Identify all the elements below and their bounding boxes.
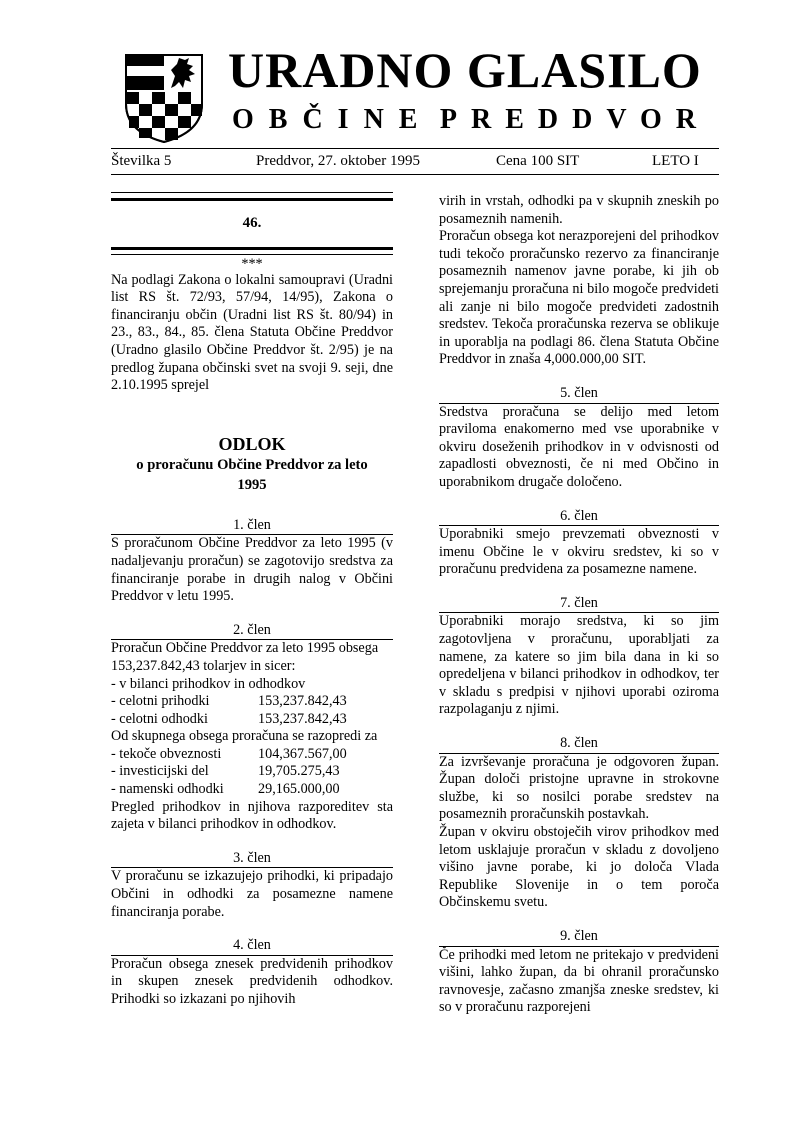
budget-row-value: 29,165.000,00 xyxy=(258,781,340,798)
article-9-text: Če prihodki med letom ne pritekajo v predvideni višini, lahko župan, da bi ohranil proračunsko ravnovesje, začasno zmanjša zneske sredstev, ki so v proračunu razporejeni xyxy=(439,946,719,1016)
price: Cena 100 SIT xyxy=(496,153,580,169)
article-8-paragraph-1: Za izvrševanje proračuna je odgovoren župan. Župan določi pristojne upravne in strokovne službe, ki so nosilci porabe sredstev na posameznih proračunskih postavkah. xyxy=(439,753,719,823)
double-rule xyxy=(111,192,393,201)
article-9-title: 9. člen xyxy=(560,927,598,944)
budget-row-label: - celotni prihodki xyxy=(111,693,210,710)
masthead-subtitle-right: PREDDVOR xyxy=(439,104,710,135)
budget-row-label: - namenski odhodki xyxy=(111,781,224,798)
article-6-title: 6. člen xyxy=(560,507,598,524)
article-2-line: 153,237.842,43 tolarjev in sicer: xyxy=(111,657,296,674)
article-7-title: 7. člen xyxy=(560,594,598,611)
masthead-subtitle-left: OBČINE xyxy=(232,104,433,135)
article-3-title: 3. člen xyxy=(233,849,271,866)
odlok-subtitle-line1: o proračunu Občine Preddvor za leto xyxy=(136,456,368,473)
budget-row xyxy=(111,711,393,729)
article-2-line: Proračun Občine Preddvor za leto 1995 obsega xyxy=(111,640,379,657)
act-number: 46. xyxy=(242,215,262,231)
article-2-text: Pregled prihodkov in njihova razporeditev sta zajeta v bilanci prihodkov in odhodkov. xyxy=(111,798,393,833)
right-column xyxy=(439,193,719,1017)
article-5-title: 5. člen xyxy=(560,384,598,401)
budget-row xyxy=(111,781,393,799)
budget-row-value: 153,237.842,43 xyxy=(258,710,347,727)
masthead-subtitle xyxy=(232,103,710,137)
article-7-text: Uporabniki morajo sredstva, ki so jim zagotovljena v proračunu, uporabljati za namene, za katere so jim bila dana in ki so opredeljena v bilanci prihodkov in odhodkov, ter v skladu s predpisi v njihovi uporabi oziroma razpolaganju z njimi. xyxy=(439,613,719,718)
article-8-paragraph-2: Župan v okviru obstoječih virov prihodkov med letom usklajuje proračun v skladu z dovoljeno višino javne porabe, ki jo določa Vlada Republike Slovenije in o tem poroča Občinskemu svetu. xyxy=(439,824,719,911)
article-3-text: V proračunu se izkazujejo prihodki, ki pripadajo Občini in odhodki za posamezne namene financiranja porabe. xyxy=(111,868,393,920)
budget-row-value: 19,705.275,43 xyxy=(258,763,340,780)
header-rule-top xyxy=(111,148,719,149)
odlok-subtitle-line2: 1995 xyxy=(237,476,267,493)
coat-of-arms-logo xyxy=(123,52,205,144)
article-2-line: - v bilanci prihodkov in odhodkov xyxy=(111,675,306,692)
double-rule xyxy=(111,247,393,255)
article-4-reserve: Proračun obsega kot nerazporejeni del prihodkov tudi tekočo proračunsko rezervo za financiranje posameznih namenov javne porabe, ki jih ob sprejemanju proračuna ni bilo mogoče predvideti ali zanje ni bilo mogoče predvideti zadostnih sredstev. Tekoča proračunska rezerva se oblikuje in uporablja na podlagi 86. člena Statuta Občine Preddvor in znaša 4,000.000,00 SIT. xyxy=(439,228,719,368)
header-rule-bottom xyxy=(111,174,719,175)
left-column xyxy=(111,192,393,1009)
issue-number: Številka 5 xyxy=(111,153,172,169)
place-date: Preddvor, 27. oktober 1995 xyxy=(256,153,420,169)
budget-row xyxy=(111,746,393,764)
article-4-title: 4. člen xyxy=(233,937,271,954)
budget-row xyxy=(111,763,393,781)
budget-row-label: - tekoče obveznosti xyxy=(111,745,222,762)
article-6-text: Uporabniki smejo prevzemati obveznosti v imenu Občine le v okviru sredstev, ki so v proračunu predvidena za posamezne namene. xyxy=(439,526,719,578)
masthead-title: URADNO GLASILO xyxy=(228,42,702,98)
article-5-text: Sredstva proračuna se delijo med letom praviloma enakomerno med vse uporabnike v okviru doseženih prihodkov in v odvisnosti od zapadlosti obveznosti, če ni med Občino in uporabnikom drugače določeno. xyxy=(439,403,719,490)
article-4-continued: virih in vrstah, odhodki pa v skupnih zneskih po posameznih namenih. xyxy=(439,193,719,227)
budget-row-label: - investicijski del xyxy=(111,763,209,780)
intro-paragraph: Na podlagi Zakona o lokalni samoupravi (Uradni list RS št. 72/93, 57/94, 14/95), Zakona o financiranju občin (Uradni list RS št. 80/94) in 23., 83., 84., 85. člena Statuta Občine Preddvor (Uradno glasilo Občine Preddvor št. 2/95) je na predlog župana občinski svet na svoji 9. seji, dne 2.10.1995 sprejel xyxy=(111,271,393,394)
stars-separator: *** xyxy=(241,255,263,272)
odlok-title: ODLOK xyxy=(218,433,286,454)
article-2-title: 2. člen xyxy=(233,621,271,638)
article-2-line: Od skupnega obsega proračuna se razopredi za xyxy=(111,728,378,745)
budget-row xyxy=(111,693,393,711)
article-1-text: S proračunom Občine Preddvor za leto 1995 (v nadaljevanju proračun) se zagotovijo sredstva za financiranje porabe in drugih nalog v Občini Preddvor v letu 1995. xyxy=(111,535,393,605)
article-1-title: 1. člen xyxy=(233,516,271,533)
budget-row-value: 153,237.842,43 xyxy=(258,693,347,710)
budget-row-label: - celotni odhodki xyxy=(111,710,208,727)
article-4-text: Proračun obsega znesek predvidenih prihodkov in skupen znesek predvidenih odhodkov. Prihodki so izkazani po njihovih xyxy=(111,955,393,1007)
budget-row-value: 104,367.567,00 xyxy=(258,745,347,762)
volume-year: LETO I xyxy=(652,153,699,169)
article-8-title: 8. člen xyxy=(560,735,598,752)
